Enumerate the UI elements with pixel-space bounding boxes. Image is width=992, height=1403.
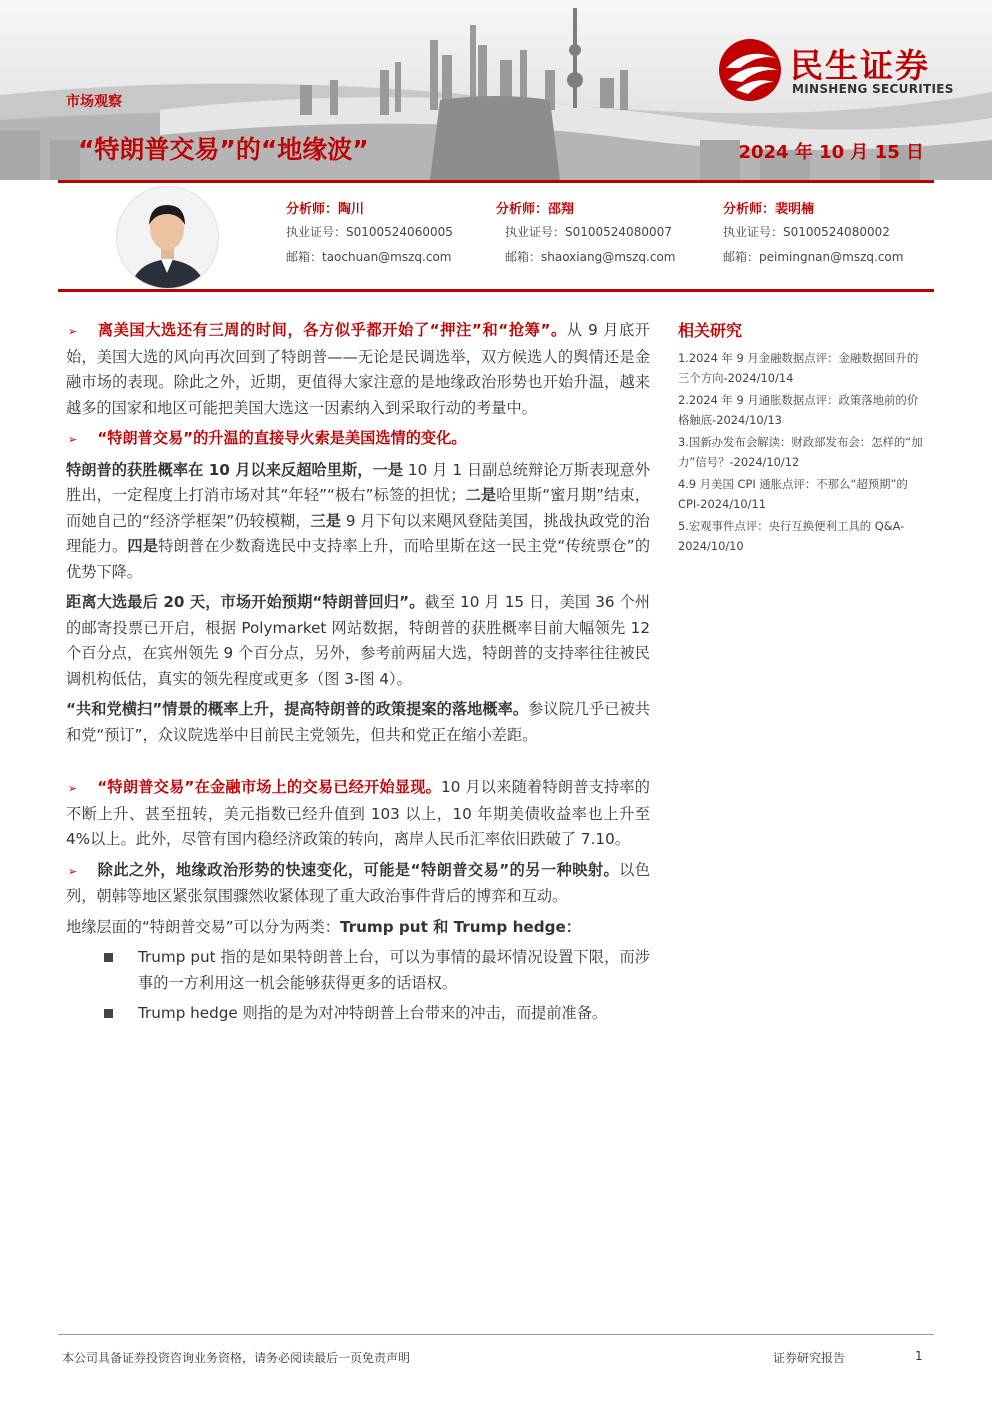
report-date: 2024 年 10 月 15 日	[738, 142, 924, 163]
list-item	[66, 945, 650, 996]
paragraph-text: 10 月 1 日副总统辩论万斯表现意外胜出，一定程度上打消市场对其“年轻”“极右”标签的担忧；	[66, 460, 651, 504]
analyst-card	[723, 198, 943, 273]
related-research-item[interactable]: 5.宏观事件点评：央行互换便利工具的 Q&A-2024/10/10	[678, 519, 905, 553]
paragraph-lead: 除此之外，地缘政治形势的快速变化，可能是“特朗普交易”的另一种映射。	[97, 860, 620, 879]
analyst-email[interactable]: 邮箱：shaoxiang@mszq.com	[505, 250, 676, 264]
analyst-avatar	[116, 186, 219, 289]
list-item-text: Trump put 指的是如果特朗普上台，可以为事情的最坏情况设置下限，而涉事的一方利用这一机会能够获得更多的话语权。	[138, 948, 650, 992]
header-divider	[58, 180, 934, 183]
analyst-email[interactable]: 邮箱：peimingnan@mszq.com	[723, 250, 904, 264]
paragraph-text: 地缘层面的“特朗普交易”可以分为两类：	[66, 917, 340, 936]
header-banner	[0, 0, 992, 180]
paragraph-lead: 距离大选最后 20 天，市场开始预期“特朗普回归”。	[66, 593, 425, 611]
analyst-cert: 执业证号：S0100524060005	[286, 225, 453, 239]
arrow-bullet-icon: ➢	[68, 433, 78, 446]
paragraph	[66, 458, 650, 586]
analyst-card	[496, 198, 716, 273]
sidebar-title: 相关研究	[678, 321, 743, 340]
paragraph-lead: “特朗普交易”在金融市场上的交易已经开始显现。	[97, 778, 442, 796]
square-bullet-icon	[104, 953, 113, 962]
paragraph-text: 参议院几乎已被共和党“预订”，众议院选举中目前民主党领先，但共和党正在缩小差距。	[66, 700, 650, 744]
paragraph-text: 从 9 月底开始，美国大选的风向再次回到了特朗普——无论是民调选举，双方候选人的舆情还是金融市场的表现。除此之外，近期，更值得大家注意的是地缘政治形势也开始升温，越来越多的国家和地区可能把美国大选这一因素纳入到采取行动的考量中。	[66, 321, 650, 417]
footer-disclaimer: 本公司具备证券投资咨询业务资格，请务必阅读最后一页免责声明	[62, 1351, 411, 1365]
paragraph-lead: “特朗普交易”的升温的直接导火索是美国选情的变化。	[97, 429, 467, 447]
list-item-text: Trump hedge 则指的是为对冲特朗普上台带来的冲击，而提前准备。	[138, 1004, 608, 1022]
point-label: 三是	[310, 511, 341, 530]
paragraph-text: 特朗普在少数裔选民中支持率上升，而哈里斯在这一民主党“传统票仓”的优势下降。	[66, 537, 651, 581]
report-category: 市场观察	[66, 94, 122, 110]
analyst-name: 分析师：陶川	[286, 202, 365, 217]
report-title: “特朗普交易”的“地缘波”	[78, 135, 369, 164]
related-research-item[interactable]: 4.9 月美国 CPI 通胀点评：不那么“超预期”的 CPI-2024/10/11	[678, 477, 908, 511]
analyst-card	[286, 198, 506, 273]
logo-chinese-name: 民生证券	[790, 46, 930, 85]
analyst-photo-icon	[117, 187, 218, 288]
paragraph	[66, 426, 650, 453]
point-label: 四是	[127, 537, 159, 555]
paragraph	[66, 915, 650, 941]
analyst-cert: 执业证号：S0100524080007	[505, 225, 672, 239]
square-bullet-icon	[104, 1009, 113, 1018]
analyst-name: 分析师：邵翔	[496, 202, 575, 217]
analyst-cert: 执业证号：S0100524080002	[723, 225, 890, 239]
logo-english-name: MINSHENG SECURITIES	[792, 82, 954, 96]
company-logo	[718, 38, 968, 102]
footer-divider	[58, 1334, 934, 1335]
arrow-bullet-icon: ➢	[68, 325, 78, 338]
related-research-item[interactable]: 1.2024 年 9 月金融数据点评：金融数据回升的三个方向-2024/10/14	[678, 351, 919, 385]
point-label: 一是	[372, 460, 404, 479]
paragraph-text: 哈里斯“蜜月期”结束，而她自己的“经济学框架”仍较模糊，	[66, 486, 650, 530]
paragraph	[66, 318, 650, 421]
report-body	[66, 318, 650, 1032]
page-number: 1	[915, 1349, 923, 1363]
point-label: 二是	[465, 486, 497, 504]
list-item	[66, 1001, 650, 1027]
paragraph-lead: 离美国大选还有三周的时间，各方似乎都开始了“押注”和“抢筹”。	[97, 321, 567, 339]
analyst-divider	[58, 289, 934, 292]
paragraph	[66, 858, 650, 910]
paragraph-lead: Trump put 和 Trump hedge：	[339, 917, 581, 936]
paragraph	[66, 697, 650, 748]
footer-doc-type: 证券研究报告	[773, 1351, 846, 1365]
paragraph-lead: “共和党横扫”情景的概率上升，提高特朗普的政策提案的落地概率。	[66, 700, 529, 718]
minsheng-logo-icon	[718, 38, 782, 102]
paragraph-text: 以色列，朝韩等地区紧张氛围骤然收紧体现了重大政治事件背后的博弈和互动。	[66, 860, 651, 905]
spacer	[66, 753, 650, 775]
analyst-email[interactable]: 邮箱：taochuan@mszq.com	[286, 250, 452, 264]
paragraph	[66, 590, 650, 692]
arrow-bullet-icon: ➢	[68, 864, 78, 878]
related-research-item[interactable]: 2.2024 年 9 月通胀数据点评：政策落地前的价格触底-2024/10/13	[678, 393, 919, 427]
paragraph	[66, 775, 650, 853]
paragraph-text: 9 月下旬以来飓风登陆美国，挑战执政党的治理能力。	[66, 511, 650, 555]
related-research-item[interactable]: 3.国新办发布会解读：财政部发布会：怎样的“加力”信号？-2024/10/12	[678, 435, 923, 469]
arrow-bullet-icon: ➢	[68, 782, 78, 795]
paragraph-text: 截至 10 月 15 日，美国 36 个州的邮寄投票已开启，根据 Polymarket 网站数据，特朗普的获胜概率目前大幅领先 12 个百分点，在宾州领先 9 个百分点，另外，参考前两届大选，特朗普的支持率往往被民调机构低估，真实的领先程度或更多（图 3-图 4）。	[66, 593, 650, 688]
related-research-sidebar	[678, 318, 926, 558]
analyst-name: 分析师：裴明楠	[723, 202, 815, 217]
paragraph-text: 10 月以来随着特朗普支持率的不断上升、甚至扭转，美元指数已经升值到 103 以上，10 年期美债收益率也上升至 4%以上。此外，尽管有国内稳经济政策的转向，离岸人民币汇率依旧跌破了 7.10。	[66, 778, 650, 848]
paragraph-lead: 特朗普的获胜概率在 10 月以来反超哈里斯，	[66, 460, 373, 479]
